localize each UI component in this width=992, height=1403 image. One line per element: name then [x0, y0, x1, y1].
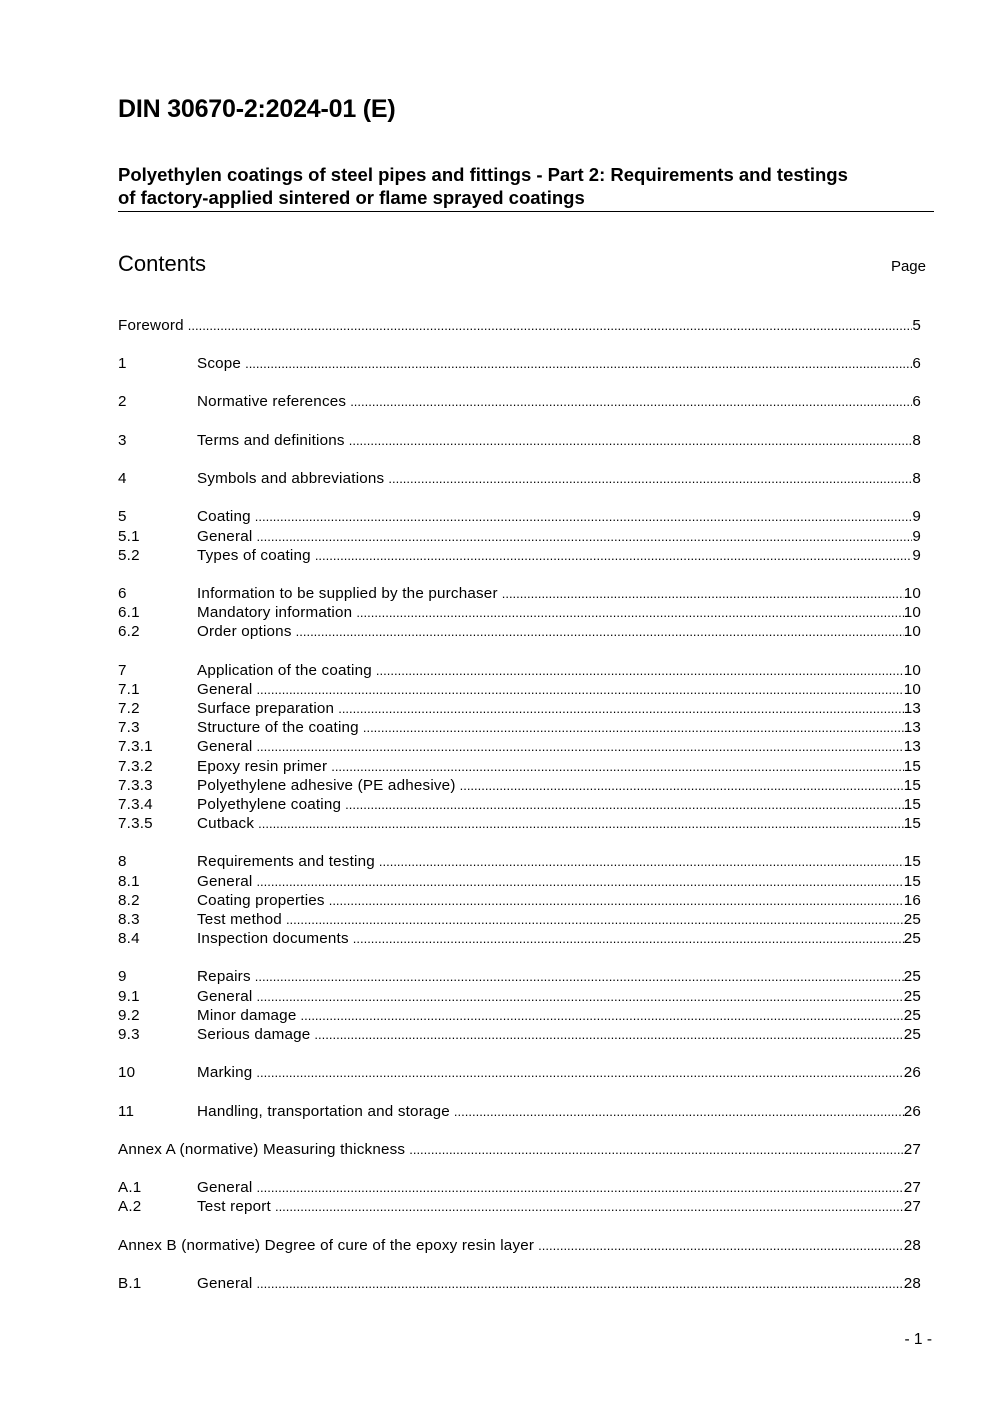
toc-entry-title: Terms and definitions: [197, 432, 345, 449]
toc-entry[interactable]: [118, 1274, 921, 1293]
toc-dot-leader: [331, 757, 904, 776]
toc-entry-page: 15: [903, 853, 921, 870]
toc-dot-leader: [314, 1025, 903, 1044]
toc-entry[interactable]: [118, 967, 921, 986]
toc-entry-page: 15: [903, 758, 921, 775]
toc-entry-number: 6.2: [118, 623, 140, 640]
toc-entry-number: 7.3.2: [118, 758, 153, 775]
toc-entry-page: 26: [903, 1064, 921, 1081]
subtitle-line-1: Polyethylen coatings of steel pipes and fittings - Part 2: Requirements and testings: [118, 164, 848, 185]
toc-entry-page: 9: [912, 547, 921, 564]
toc-entry[interactable]: [118, 507, 921, 526]
toc-entry[interactable]: [118, 929, 921, 948]
toc-entry-title: Requirements and testing: [197, 853, 375, 870]
toc-entry-number: 8.3: [118, 911, 140, 928]
toc-entry-title: Application of the coating: [197, 662, 372, 679]
toc-dot-leader: [286, 910, 904, 929]
toc-entry-number: 8.1: [118, 873, 140, 890]
toc-entry[interactable]: [118, 872, 921, 891]
toc-entry-title: Annex A (normative) Measuring thickness: [118, 1141, 406, 1158]
document-id: DIN 30670-2:2024-01 (E): [118, 95, 396, 123]
toc-entry-number: 7.3.5: [118, 815, 153, 832]
toc-entry-number: 3: [118, 432, 127, 449]
toc-entry-page: 9: [912, 528, 921, 545]
toc-entry[interactable]: [118, 757, 921, 776]
toc-entry-page: 25: [903, 911, 921, 928]
toc-dot-leader: [349, 431, 913, 450]
toc-entry-title: Handling, transportation and storage: [197, 1103, 450, 1120]
toc-dot-leader: [454, 1102, 904, 1121]
toc-entry[interactable]: [118, 622, 921, 641]
toc-entry-title: General: [197, 681, 253, 698]
toc-entry-number: 7.2: [118, 700, 140, 717]
toc-entry-page: 6: [912, 355, 921, 372]
toc-entry-number: 7: [118, 662, 127, 679]
toc-entry-number: 6.1: [118, 604, 140, 621]
toc-entry-number: 1: [118, 355, 127, 372]
toc-dot-leader: [353, 929, 904, 948]
toc-dot-leader: [315, 546, 913, 565]
toc-entry-title: Marking: [197, 1064, 253, 1081]
toc-dot-leader: [409, 1140, 903, 1159]
page-number: - 1 -: [904, 1331, 932, 1348]
toc-dot-leader: [256, 1063, 903, 1082]
toc-entry-title: Mandatory information: [197, 604, 353, 621]
toc-entry[interactable]: [118, 661, 921, 680]
toc-entry-number: 10: [118, 1064, 136, 1081]
toc-entry-number: 9.1: [118, 988, 140, 1005]
toc-entry-number: 7.3.4: [118, 796, 153, 813]
toc-entry-page: 13: [903, 700, 921, 717]
toc-entry-number: 5: [118, 508, 127, 525]
toc-entry-title: Repairs: [197, 968, 251, 985]
toc-entry-page: 13: [903, 738, 921, 755]
toc-entry-title: Annex B (normative) Degree of cure of the epoxy resin layer: [118, 1237, 535, 1254]
toc-entry-title: Surface preparation: [197, 700, 335, 717]
toc-entry[interactable]: [118, 1025, 921, 1044]
toc-entry[interactable]: [118, 1197, 921, 1216]
toc-entry[interactable]: [118, 718, 921, 737]
toc-entry-title: Structure of the coating: [197, 719, 359, 736]
toc-dot-leader: [356, 603, 903, 622]
toc-dot-leader: [256, 737, 903, 756]
toc-entry-page: 25: [903, 1026, 921, 1043]
toc-dot-leader: [256, 1274, 903, 1293]
toc-entry-page: 25: [903, 930, 921, 947]
toc-entry[interactable]: [118, 1006, 921, 1025]
toc-entry-page: 15: [903, 873, 921, 890]
toc-entry-page: 28: [903, 1237, 921, 1254]
toc-dot-leader: [256, 680, 903, 699]
toc-entry-number: 8.4: [118, 930, 140, 947]
toc-entry[interactable]: [118, 737, 921, 756]
toc-entry[interactable]: [118, 776, 921, 795]
toc-entry-title: Coating properties: [197, 892, 325, 909]
toc-entry[interactable]: [118, 1236, 921, 1255]
toc-entry-number: 5.1: [118, 528, 140, 545]
toc-entry[interactable]: [118, 527, 921, 546]
toc-entry-title: General: [197, 988, 253, 1005]
toc-entry-number: 9.3: [118, 1026, 140, 1043]
toc-entry[interactable]: [118, 392, 921, 411]
toc-entry-page: 26: [903, 1103, 921, 1120]
toc-dot-leader: [296, 622, 904, 641]
toc-entry-title: Polyethylene adhesive (PE adhesive): [197, 777, 456, 794]
page-column-label: Page: [890, 258, 926, 275]
toc-dot-leader: [379, 852, 904, 871]
toc-entry-page: 10: [903, 623, 921, 640]
toc-entry-title: Coating: [197, 508, 251, 525]
toc-entry[interactable]: [118, 1140, 921, 1159]
toc-entry-number: B.1: [118, 1275, 142, 1292]
toc-entry-title: Test method: [197, 911, 282, 928]
toc-entry-page: 6: [912, 393, 921, 410]
toc-entry-page: 9: [912, 508, 921, 525]
contents-heading: Contents: [118, 251, 207, 276]
toc-entry-title: General: [197, 1179, 253, 1196]
toc-entry-number: 7.1: [118, 681, 140, 698]
toc-entry-page: 25: [903, 968, 921, 985]
toc-entry-page: 27: [903, 1141, 921, 1158]
toc-dot-leader: [350, 392, 912, 411]
toc-dot-leader: [388, 469, 912, 488]
toc-entry[interactable]: [118, 316, 921, 335]
toc-entry-title: Normative references: [197, 393, 347, 410]
toc-entry-title: General: [197, 873, 253, 890]
toc-entry[interactable]: [118, 910, 921, 929]
toc-dot-leader: [538, 1236, 904, 1255]
toc-entry-title: Minor damage: [197, 1007, 297, 1024]
toc-entry-page: 15: [903, 815, 921, 832]
toc-entry-title: General: [197, 1275, 253, 1292]
toc-entry-number: 2: [118, 393, 127, 410]
toc-dot-leader: [255, 507, 913, 526]
toc-entry-page: 13: [903, 719, 921, 736]
toc-entry[interactable]: [118, 469, 921, 488]
toc-dot-leader: [363, 718, 904, 737]
document-subtitle: [118, 163, 934, 212]
toc-dot-leader: [188, 316, 913, 335]
toc-entry-page: 5: [912, 317, 921, 334]
toc-entry[interactable]: [118, 584, 921, 603]
toc-entry[interactable]: [118, 699, 921, 718]
toc-entry-number: 8: [118, 853, 127, 870]
toc-entry-number: 7.3: [118, 719, 140, 736]
toc-entry-page: 10: [903, 585, 921, 602]
toc-entry-page: 15: [903, 777, 921, 794]
toc-entry-number: 7.3.1: [118, 738, 153, 755]
toc-dot-leader: [460, 776, 904, 795]
toc-entry-page: 15: [903, 796, 921, 813]
toc-entry[interactable]: [118, 814, 921, 833]
toc-entry-title: Information to be supplied by the purchaser: [197, 585, 498, 602]
toc-entry-page: 25: [903, 1007, 921, 1024]
toc-entry-title: Order options: [197, 623, 292, 640]
toc-entry-title: Cutback: [197, 815, 255, 832]
toc-entry[interactable]: [118, 354, 921, 373]
toc-dot-leader: [275, 1197, 904, 1216]
toc-entry[interactable]: [118, 852, 921, 871]
toc-entry-number: A.1: [118, 1179, 142, 1196]
toc-entry-number: A.2: [118, 1198, 142, 1215]
toc-entry-title: Serious damage: [197, 1026, 311, 1043]
toc-entry-number: 6: [118, 585, 127, 602]
toc-entry-number: 8.2: [118, 892, 140, 909]
toc-dot-leader: [256, 987, 903, 1006]
toc-entry-title: Polyethylene coating: [197, 796, 342, 813]
toc-dot-leader: [256, 527, 912, 546]
toc-entry-title: Foreword: [118, 317, 184, 334]
toc-entry-page: 25: [903, 988, 921, 1005]
toc-entry[interactable]: [118, 891, 921, 910]
toc-entry[interactable]: [118, 987, 921, 1006]
toc-entry-number: 4: [118, 470, 127, 487]
toc-entry-title: General: [197, 738, 253, 755]
toc-entry[interactable]: [118, 546, 921, 565]
toc-dot-leader: [329, 891, 904, 910]
toc-entry-page: 8: [912, 432, 921, 449]
toc-entry-number: 7.3.3: [118, 777, 153, 794]
toc-entry-title: Inspection documents: [197, 930, 349, 947]
toc-dot-leader: [502, 584, 904, 603]
toc-entry-number: 9.2: [118, 1007, 140, 1024]
toc-entry-title: Types of coating: [197, 547, 311, 564]
toc-entry-number: 5.2: [118, 547, 140, 564]
toc-dot-leader: [255, 967, 904, 986]
toc-entry[interactable]: [118, 1102, 921, 1121]
toc-dot-leader: [345, 795, 904, 814]
toc-entry-page: 16: [903, 892, 921, 909]
toc-entry[interactable]: [118, 1178, 921, 1197]
toc-entry-title: Epoxy resin primer: [197, 758, 328, 775]
toc-dot-leader: [258, 814, 904, 833]
toc-entry[interactable]: [118, 431, 921, 450]
toc-entry-page: 8: [912, 470, 921, 487]
toc-dot-leader: [338, 699, 904, 718]
subtitle-line-2: of factory-applied sintered or flame sprayed coatings: [118, 187, 585, 208]
toc-entry-page: 27: [903, 1198, 921, 1215]
toc-dot-leader: [245, 354, 912, 373]
toc-entry[interactable]: [118, 795, 921, 814]
toc-entry-page: 10: [903, 681, 921, 698]
toc-entry-page: 10: [903, 604, 921, 621]
toc-entry-page: 28: [903, 1275, 921, 1292]
toc-dot-leader: [256, 1178, 903, 1197]
toc-entry-title: Test report: [197, 1198, 271, 1215]
toc-entry-title: General: [197, 528, 253, 545]
toc-entry-title: Symbols and abbreviations: [197, 470, 385, 487]
toc-entry-title: Scope: [197, 355, 242, 372]
toc-dot-leader: [300, 1006, 903, 1025]
toc-entry-page: 27: [903, 1179, 921, 1196]
toc-entry[interactable]: [118, 680, 921, 699]
toc-entry-number: 9: [118, 968, 127, 985]
toc-entry[interactable]: [118, 603, 921, 622]
toc-dot-leader: [256, 872, 903, 891]
toc-entry-page: 10: [903, 662, 921, 679]
toc-entry[interactable]: [118, 1063, 921, 1082]
toc-dot-leader: [376, 661, 904, 680]
toc-entry-number: 11: [118, 1103, 135, 1120]
